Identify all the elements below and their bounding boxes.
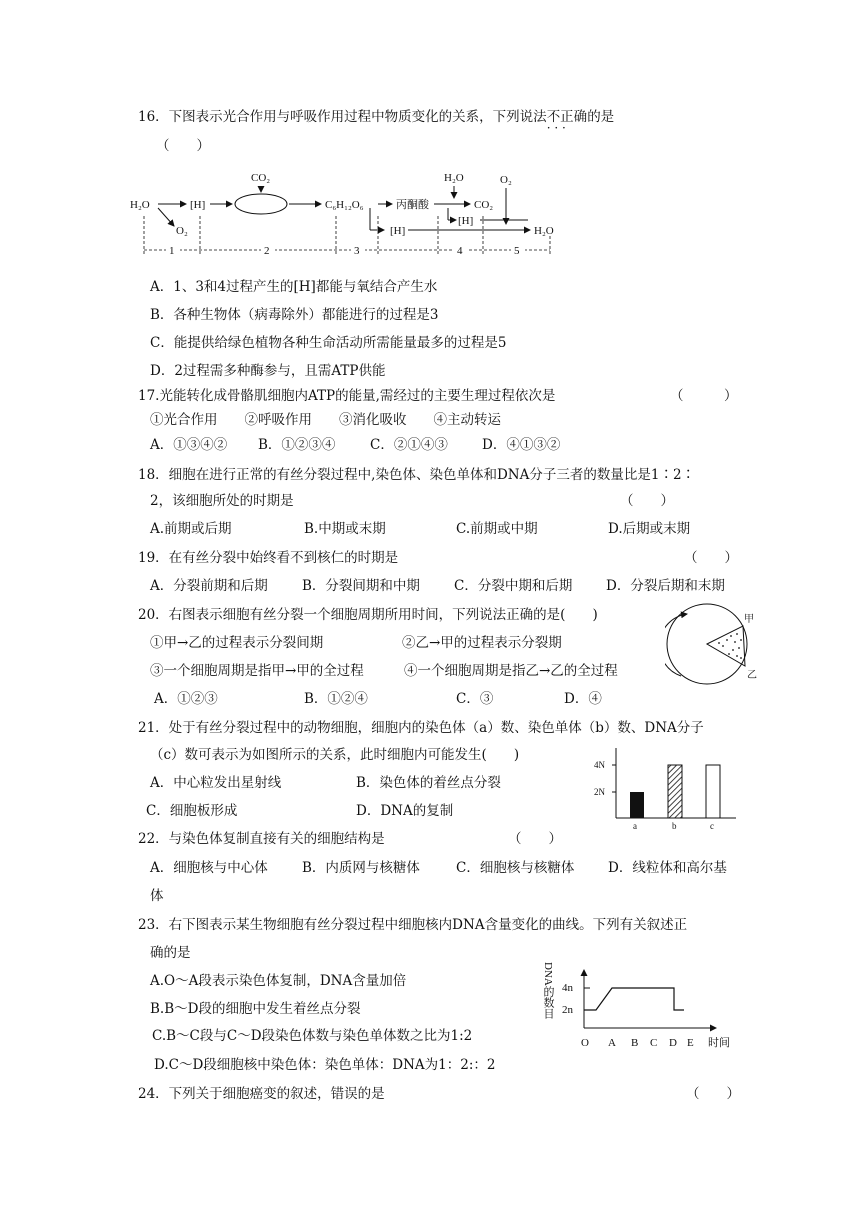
chromosome-bar-chart <box>588 740 742 832</box>
q20-statement-4: ④一个细胞周期是指乙→乙的全过程 <box>404 663 618 679</box>
q19-option-c: C．分裂中期和后期 <box>454 578 573 594</box>
bar-b <box>668 765 682 818</box>
q17-option-c: C．②①④③ <box>370 437 448 453</box>
q19-option-d: D．分裂后期和末期 <box>606 578 725 594</box>
q21-option-b: B．染色体的着丝点分裂 <box>356 775 501 791</box>
q19-option-a: A．分裂前期和后期 <box>150 578 268 594</box>
bar-a <box>630 792 644 818</box>
q19-option-b: B．分裂间期和中期 <box>302 578 420 594</box>
q23-option-d: D.C～D段细胞核中染色体：染色单体：DNA为1：2:：2 <box>154 1057 496 1073</box>
h2o-out-label: H₂O <box>534 225 554 237</box>
q16-answer-paren: （ ） <box>156 138 210 154</box>
q19-answer-paren: （ ） <box>684 550 738 566</box>
q17-option-a: A．①③④② <box>150 437 228 453</box>
cell-cycle-figure <box>665 588 757 696</box>
q16-option-c: C．能提供给绿色植物各种生命活动所需能量最多的过程是5 <box>150 335 507 351</box>
q17-stem: 17.光能转化成骨骼肌细胞内ATP的能量,需经过的主要生理过程依次是 <box>138 388 556 404</box>
segment-2: 2 <box>264 245 270 257</box>
q23-option-b: B.B～D段的细胞中发生着丝点分裂 <box>150 1001 361 1017</box>
jia-label: 甲 <box>744 614 754 625</box>
emphasis-not: 不正确 · · · <box>547 109 588 125</box>
segment-3: 3 <box>354 245 360 257</box>
q17-items: ①光合作用 ②呼吸作用 ③消化吸收 ④主动转运 <box>150 412 501 428</box>
q22-option-d: D．线粒体和高尔基 <box>608 860 727 876</box>
dna-content-chart <box>538 950 742 1050</box>
q21-option-d: D．DNA的复制 <box>356 803 454 819</box>
q21-stem-line2: （c）数可表示为如图所示的关系，此时细胞内可能发生( ) <box>150 747 520 763</box>
q19-stem: 19．在有丝分裂中始终看不到核仁的时期是 <box>138 550 399 566</box>
q20-option-b: B．①②④ <box>304 691 368 707</box>
q17-option-b: B．①②③④ <box>258 437 336 453</box>
h2o-label-2: H₂O <box>444 172 464 184</box>
q24-answer-paren: （ ） <box>686 1086 740 1102</box>
q20-option-d: D．④ <box>564 691 602 707</box>
q16-option-a: A．1、3和4过程产生的[H]都能与氧结合产生水 <box>150 279 438 295</box>
q23-option-c: C.B～C段与C～D段染色体数与染色单体数之比为1:2 <box>152 1028 473 1044</box>
q16-option-b: B．各种生物体（病毒除外）都能进行的过程是3 <box>150 307 439 323</box>
ytick-4n: 4n <box>562 982 573 994</box>
q18-option-b: B.中期或末期 <box>304 521 386 537</box>
q18-option-d: D.后期或末期 <box>608 521 691 537</box>
q24-stem: 24．下列关于细胞癌变的叙述，错误的是 <box>138 1086 385 1102</box>
h-label-1: [H] <box>190 199 206 211</box>
glucose-label: C₆H₁₂O₆ <box>325 199 364 211</box>
xtick-b: B <box>631 1037 639 1049</box>
xtick-a: A <box>608 1037 616 1049</box>
q16-diagram <box>128 168 568 264</box>
h-label-3: [H] <box>458 215 474 227</box>
q23-option-a: A.O～A段表示染色体复制，DNA含量加倍 <box>150 973 407 989</box>
q22-answer-paren: （ ） <box>508 831 562 847</box>
q22-stem: 22．与染色体复制直接有关的细胞结构是 <box>138 831 385 847</box>
xtick-a: a <box>633 821 637 831</box>
q18-option-c: C.前期或中期 <box>456 521 538 537</box>
xtick-o: O <box>581 1037 589 1049</box>
q22-option-a: A．细胞核与中心体 <box>150 860 268 876</box>
q22-option-d-wrap: 体 <box>150 888 164 904</box>
x-axis-label: 时间 <box>708 1037 730 1049</box>
q21-option-c: C．细胞板形成 <box>146 803 238 819</box>
q22-option-b: B．内质网与核糖体 <box>302 860 420 876</box>
ytick-2n: 2n <box>562 1004 573 1016</box>
q21-option-a: A．中心粒发出星射线 <box>150 775 282 791</box>
q18-stem-line2: 2，该细胞所处的时期是 <box>150 493 294 509</box>
xtick-c: C <box>650 1037 658 1049</box>
h2o-label: H₂O <box>130 199 150 211</box>
q20-option-c: C．③ <box>456 691 494 707</box>
q20-statement-1: ①甲→乙的过程表示分裂间期 <box>150 635 324 651</box>
bar-c <box>706 765 720 818</box>
ytick-2n: 2N <box>594 787 605 797</box>
q16-option-d: D．2过程需多种酶参与，且需ATP供能 <box>150 363 386 379</box>
q16-stem: 16．下图表示光合作用与呼吸作用过程中物质变化的关系，下列说法不正确 · · ·的是 <box>138 107 614 127</box>
co2-label-1: CO₂ <box>251 172 271 184</box>
q23-stem-line1: 23．右下图表示某生物细胞有丝分裂过程中细胞核内DNA含量变化的曲线。下列有关叙述正 <box>138 917 688 933</box>
q18-stem-line1: 18．细胞在进行正常的有丝分裂过程中,染色体、染色单体和DNA分子三者的数量比是1∶2∶ <box>138 467 696 483</box>
q20-option-a: A．①②③ <box>154 691 218 707</box>
q21-stem-line1: 21．处于有丝分裂过程中的动物细胞，细胞内的染色体（a）数、染色单体（b）数、DNA分子 <box>138 720 704 736</box>
q20-statement-3: ③一个细胞周期是指甲→甲的全过程 <box>150 663 364 679</box>
q18-answer-paren: （ ） <box>620 493 674 509</box>
segment-4: 4 <box>457 245 463 257</box>
o2-label-1: O₂ <box>176 225 188 237</box>
segment-5: 5 <box>514 245 520 257</box>
co2-label-2: CO₂ <box>474 199 494 211</box>
q17-option-d: D．④①③② <box>482 437 561 453</box>
h-label-2: [H] <box>390 225 406 237</box>
xtick-e: E <box>687 1037 694 1049</box>
xtick-c: c <box>710 821 714 831</box>
xtick-d: D <box>669 1037 677 1049</box>
xtick-b: b <box>672 821 677 831</box>
segment-1: 1 <box>169 245 175 257</box>
q23-stem-line2: 确的是 <box>150 945 191 961</box>
q17-answer-paren: （ ） <box>670 388 738 404</box>
q20-stem: 20．右图表示细胞有丝分裂一个细胞周期所用时间，下列说法正确的是( ) <box>138 607 598 623</box>
y-axis-label: DNA的数目 <box>542 962 554 1019</box>
q18-option-a: A.前期或后期 <box>150 521 232 537</box>
pyruvate-label: 丙酮酸 <box>396 199 429 211</box>
o2-label-2: O₂ <box>500 174 512 186</box>
yi-label: 乙 <box>747 670 757 681</box>
q22-option-c: C．细胞核与核糖体 <box>456 860 575 876</box>
ytick-4n: 4N <box>594 760 605 770</box>
q20-statement-2: ②乙→甲的过程表示分裂期 <box>402 635 562 651</box>
dna-curve <box>584 988 684 1010</box>
